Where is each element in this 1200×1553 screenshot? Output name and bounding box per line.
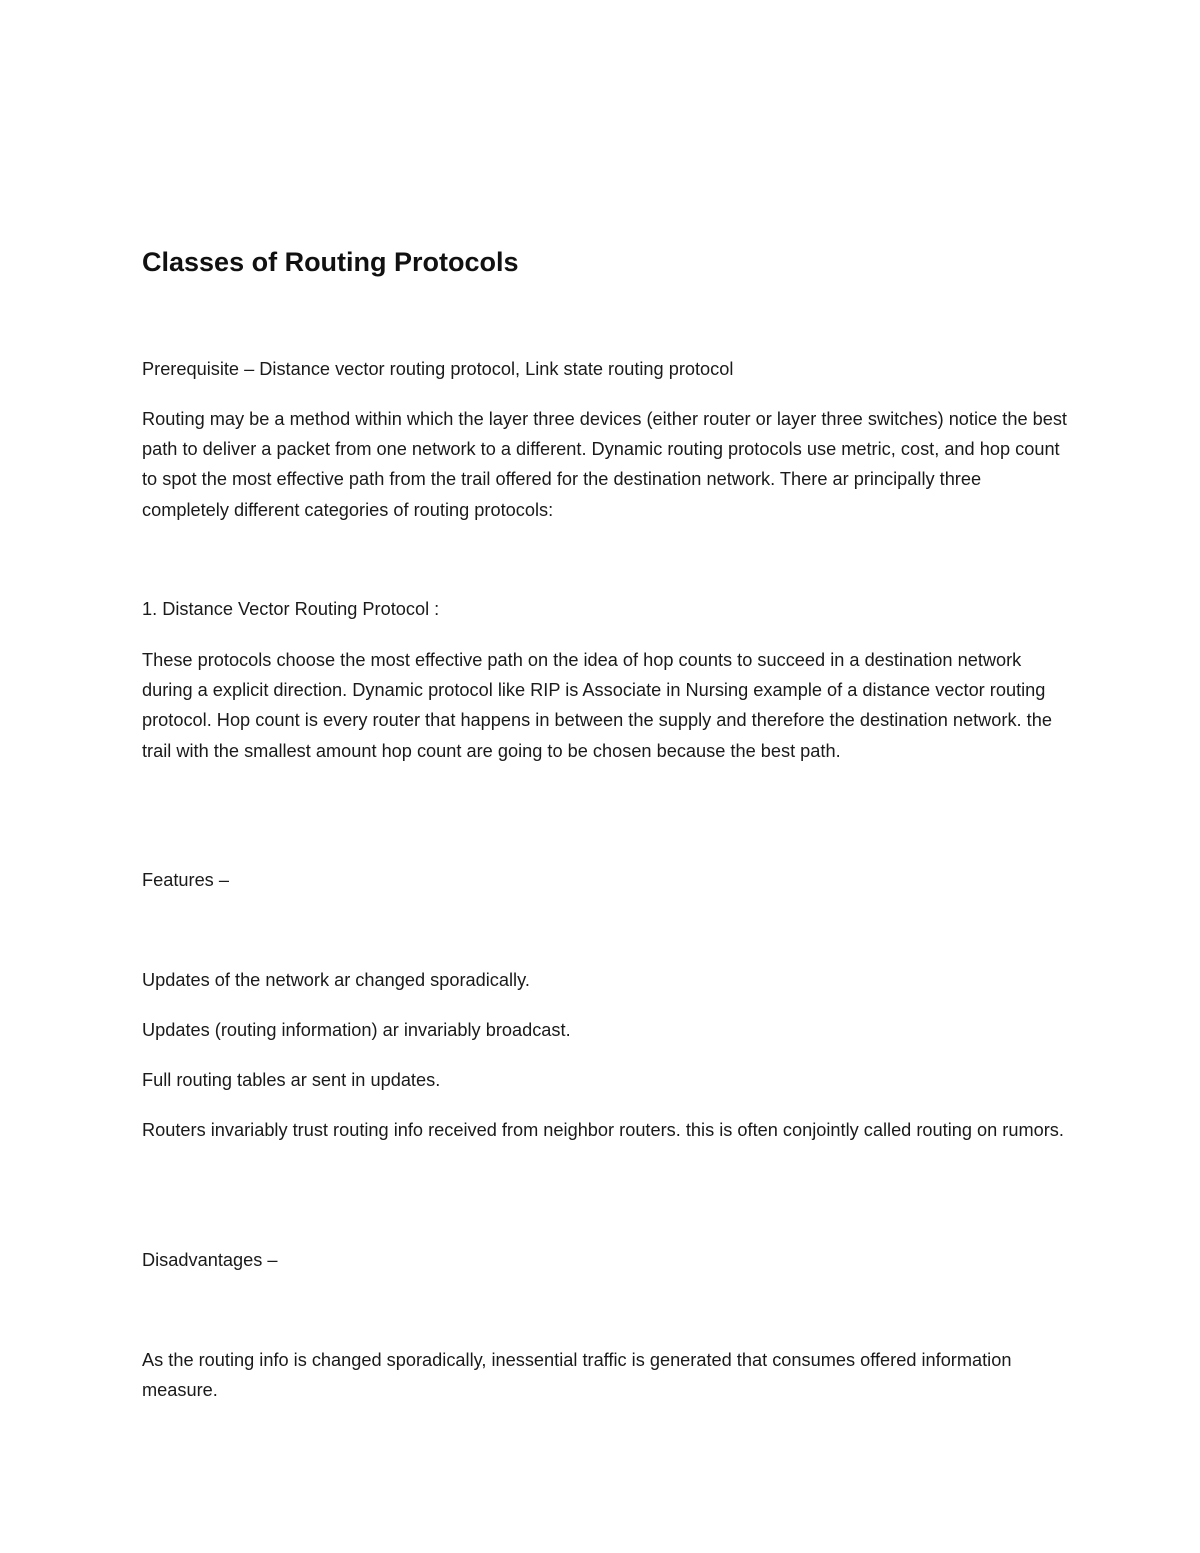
disadvantage-item: As the routing info is changed sporadically, inessential traffic is generated that consumes offered information measure. bbox=[142, 1350, 1012, 1401]
feature-item: Full routing tables ar sent in updates. bbox=[142, 1070, 441, 1090]
disadvantages-heading: Disadvantages – bbox=[142, 1250, 278, 1270]
section-heading-distance-vector: 1. Distance Vector Routing Protocol : bbox=[142, 599, 440, 619]
prerequisite-line: Prerequisite – Distance vector routing protocol, Link state routing protocol bbox=[142, 359, 734, 379]
document-title: Classes of Routing Protocols bbox=[142, 247, 519, 277]
feature-item: Updates of the network ar changed sporadically. bbox=[142, 970, 530, 990]
feature-item: Updates (routing information) ar invariably broadcast. bbox=[142, 1020, 571, 1040]
features-heading: Features – bbox=[142, 870, 229, 890]
distance-vector-paragraph: These protocols choose the most effective path on the idea of hop counts to succeed in a destination network during a explicit direction. Dynamic protocol like RIP is Associate in Nursing example of a distance vector routing protocol. Hop count is every router that happens in between the supply and therefore the destination network. the trail with the smallest amount hop count are going to be chosen because the best path. bbox=[142, 650, 1052, 761]
feature-item: Routers invariably trust routing info received from neighbor routers. this is often conjointly called routing on rumors. bbox=[142, 1120, 1064, 1140]
intro-paragraph: Routing may be a method within which the layer three devices (either router or layer three switches) notice the best path to deliver a packet from one network to a different. Dynamic routing protocols use metric, cost, and hop count to spot the most effective path from the trail offered for the destination network. There ar principally three completely different categories of routing protocols: bbox=[142, 409, 1067, 520]
